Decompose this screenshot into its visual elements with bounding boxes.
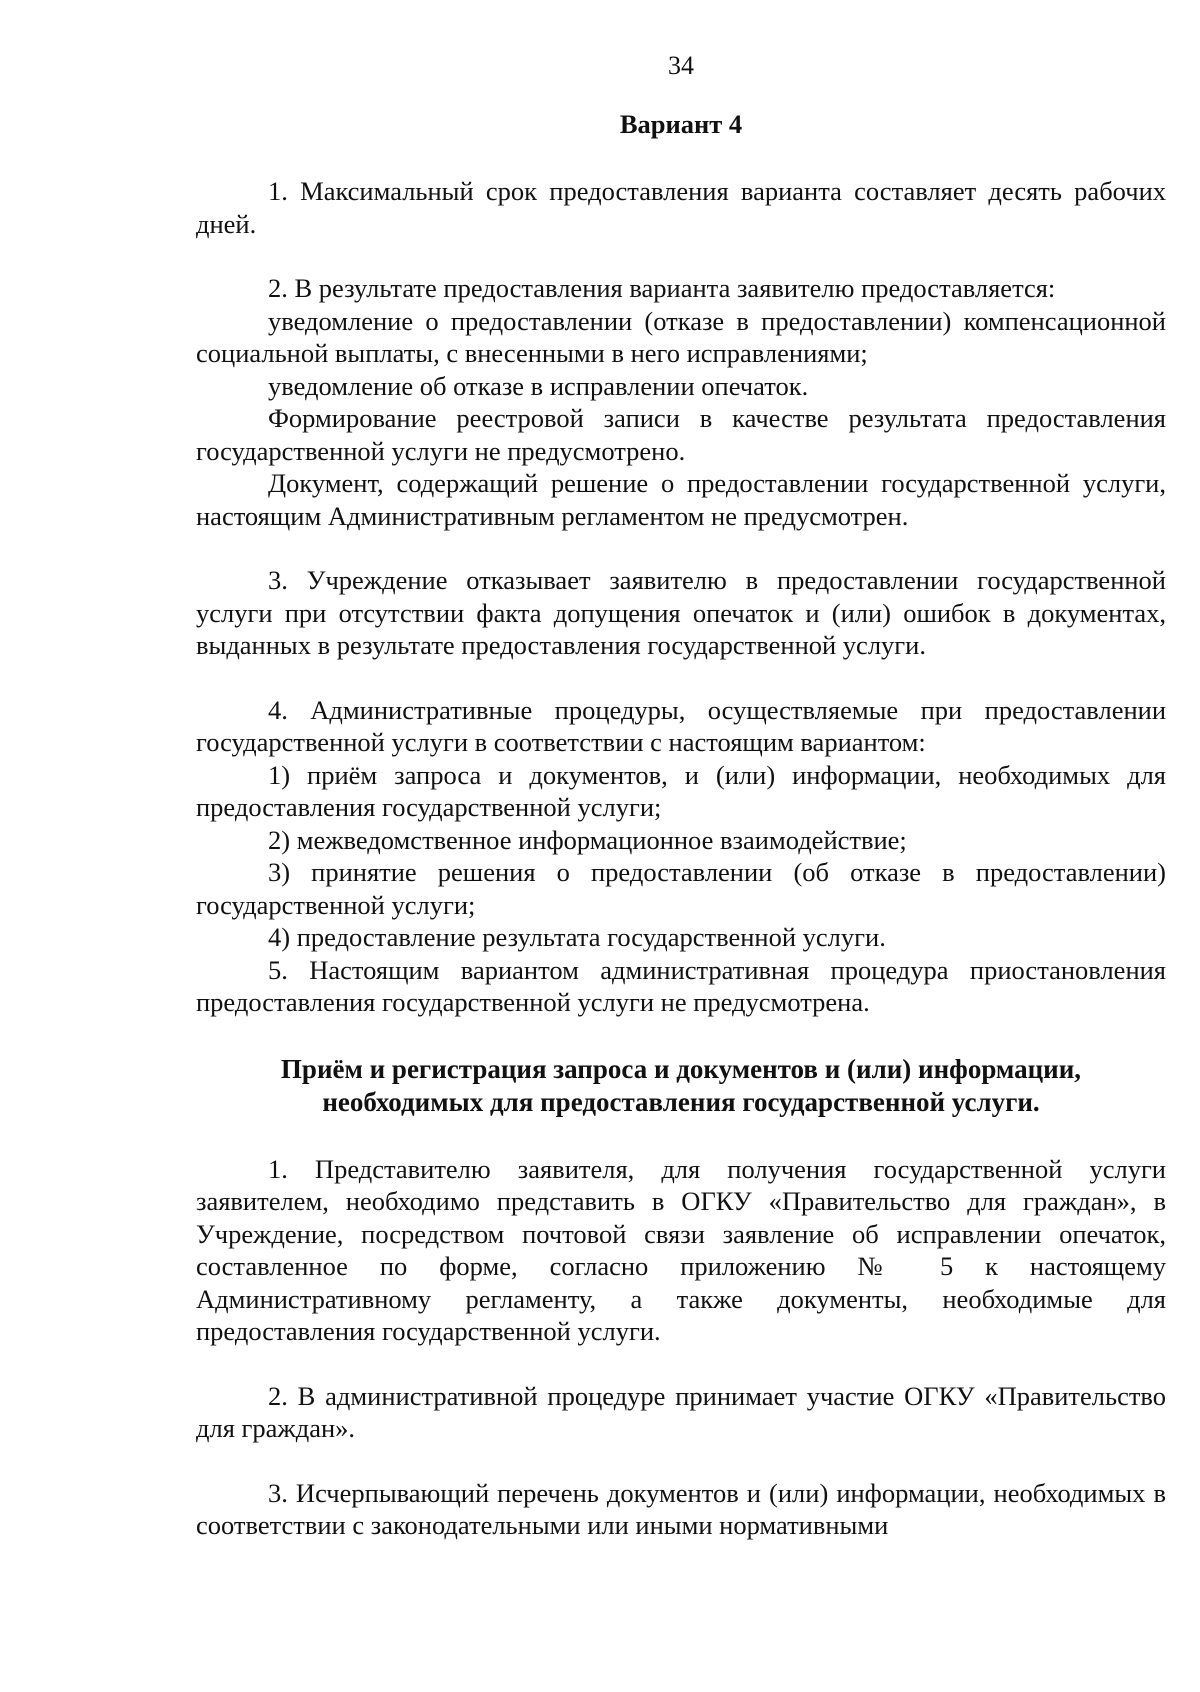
paragraph-participant: 2. В административной процедуре принимает участие ОГКУ «Правительство для граждан». [196, 1380, 1166, 1443]
list-item-procedure-2: 2) межведомственное информационное взаимодействие; [268, 824, 907, 855]
paragraph-refusal-grounds: 3. Учреждение отказывает заявителю в предоставлении государственной услуги при отсутствии факта допущения опечаток и (или) ошибок в документах, выданных в результате предоставления государственной услуги. [196, 565, 1166, 660]
list-item-procedure-3: 3) принятие решения о предоставлении (об отказе в предоставлении) государственной услуги; [196, 857, 1166, 920]
section-heading-line-2: необходимых для предоставления государственной услуги. [322, 1086, 1040, 1117]
paragraph-result-intro: 2. В результате предоставления варианта заявителю предоставляется: [268, 273, 1056, 303]
paragraph-registry-record: Формирование реестровой записи в качестве результата предоставления государственной услуги не предусмотрено. [196, 403, 1166, 466]
section-heading [196, 1053, 1166, 1119]
document-body [196, 175, 1166, 1542]
paragraph-documents-list: 3. Исчерпывающий перечень документов и (или) информации, необходимых в соответствии с законодательными или иными нормативными [196, 1477, 1166, 1540]
paragraph-result-notification: уведомление о предоставлении (отказе в предоставлении) компенсационной социальной выплаты, с внесенными в него исправлениями; [196, 305, 1166, 368]
paragraph-procedures-intro: 4. Административные процедуры, осуществляемые при предоставлении государственной услуги в соответствии с настоящим вариантом: [196, 694, 1166, 757]
section-heading-line-1: Приём и регистрация запроса и документов и (или) информации, [280, 1053, 1082, 1084]
variant-title: Вариант 4 [619, 109, 743, 139]
paragraph-result-refusal: уведомление об отказе в исправлении опечаток. [268, 370, 809, 401]
list-item-procedure-1: 1) приём запроса и документов, и (или) информации, необходимых для предоставления государственной услуги; [196, 759, 1166, 822]
paragraph-decision-document: Документ, содержащий решение о предоставлении государственной услуги, настоящим Административным регламентом не предусмотрен. [196, 468, 1166, 531]
paragraph-submission: 1. Представителю заявителя, для получения государственной услуги заявителем, необходимо представить в ОГКУ «Правительство для граждан», в Учреждение, посредством почтовой связи заявление об исправлении опечаток, составленное по форме, согласно приложению № 5 к настоящему Административному регламенту, а также документы, необходимые для предоставления государственной услуги. [196, 1153, 1166, 1346]
paragraph-max-term: 1. Максимальный срок предоставления варианта составляет десять рабочих дней. [196, 176, 1166, 239]
paragraph-suspension: 5. Настоящим вариантом административная процедура приостановления предоставления государственной услуги не предусмотрена. [196, 954, 1166, 1017]
list-item-procedure-4: 4) предоставление результата государственной услуги. [268, 922, 886, 952]
page-number: 34 [668, 51, 694, 80]
